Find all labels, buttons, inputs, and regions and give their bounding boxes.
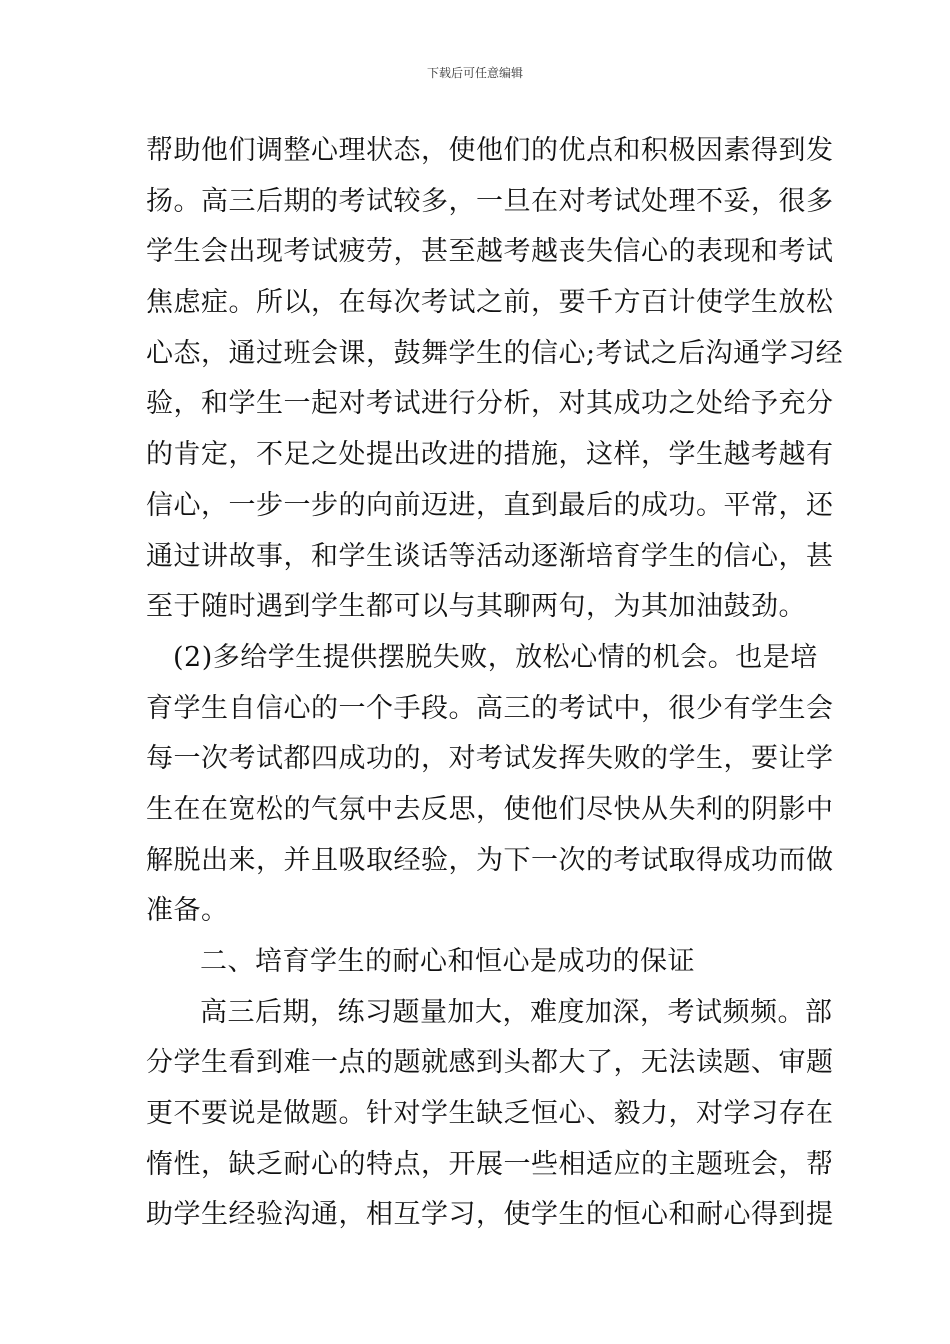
text-line: 惰性，缺乏耐心的特点，开展一些相适应的主题班会，帮 — [146, 1148, 834, 1180]
text-line: 每一次考试都四成功的，对考试发挥失败的学生，要让学 — [146, 743, 834, 775]
text-line: 育学生自信心的一个手段。高三的考试中，很少有学生会 — [146, 692, 834, 724]
text-line: 解脱出来，并且吸取经验，为下一次的考试取得成功而做 — [146, 844, 834, 876]
text-line: 验，和学生一起对考试进行分析，对其成功之处给予充分 — [146, 388, 834, 420]
paragraph-start-line: (2)多给学生提供摆脱失败，放松心情的机会。也是培 — [173, 641, 818, 673]
text-line: 的肯定，不足之处提出改进的措施，这样，学生越考越有 — [146, 439, 834, 471]
text-line: 生在在宽松的气氛中去反思，使他们尽快从失利的阴影中 — [146, 793, 834, 825]
document-body — [146, 126, 844, 1241]
paragraph-start-line: 高三后期，练习题量加大，难度加深，考试频频。部 — [200, 996, 833, 1028]
text-line: 至于随时遇到学生都可以与其聊两句，为其加油鼓劲。 — [146, 591, 806, 623]
text-line: 准备。 — [146, 895, 229, 927]
text-line: 信心，一步一步的向前迈进，直到最后的成功。平常，还 — [146, 489, 834, 521]
section-heading: 二、培育学生的耐心和恒心是成功的保证 — [200, 946, 695, 977]
text-line: 分学生看到难一点的题就感到头都大了，无法读题、审题 — [146, 1047, 834, 1079]
text-line: 学生会出现考试疲劳，甚至越考越丧失信心的表现和考试 — [146, 236, 834, 268]
text-line: 心态，通过班会课，鼓舞学生的信心;考试之后沟通学习经 — [146, 337, 844, 369]
text-line: 帮助他们调整心理状态，使他们的优点和积极因素得到发 — [146, 135, 834, 166]
page-header: 下载后可任意编辑 — [426, 66, 523, 80]
text-line: 通过讲故事，和学生谈话等活动逐渐培育学生的信心，甚 — [146, 540, 834, 572]
text-line: 扬。高三后期的考试较多，一旦在对考试处理不妥，很多 — [146, 185, 834, 217]
text-line: 更不要说是做题。针对学生缺乏恒心、毅力，对学习存在 — [146, 1098, 834, 1130]
text-line: 焦虑症。所以，在每次考试之前，要千方百计使学生放松 — [146, 287, 834, 319]
text-line: 助学生经验沟通，相互学习，使学生的恒心和耐心得到提 — [146, 1199, 834, 1231]
